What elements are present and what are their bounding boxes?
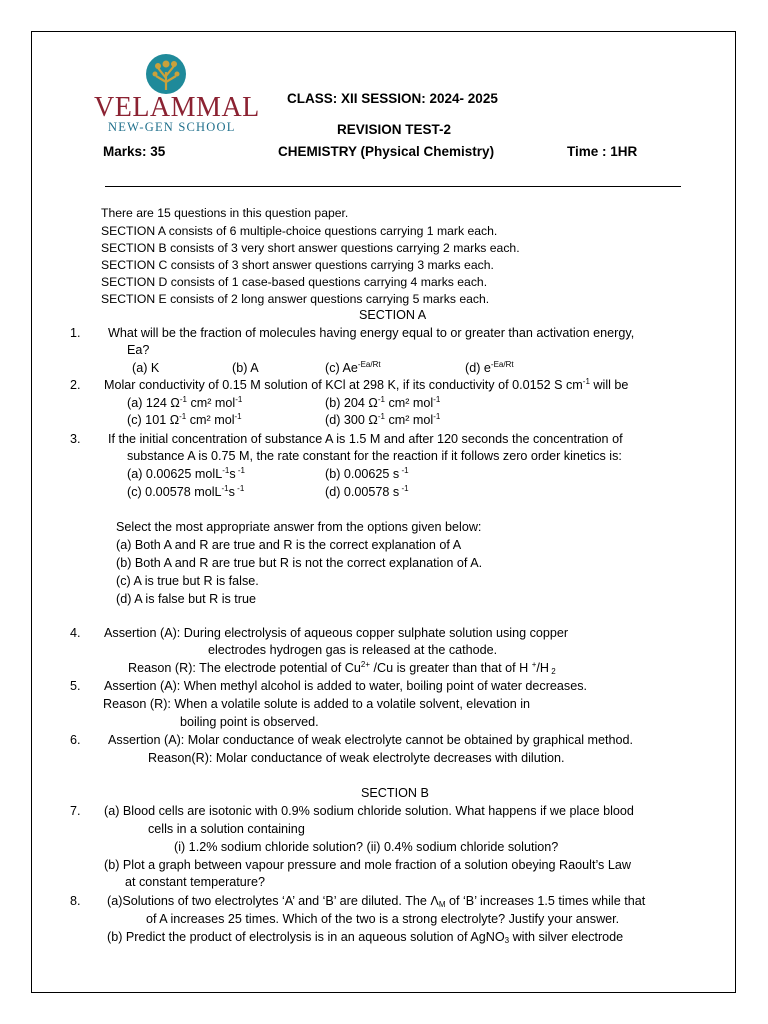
ar-option: (c) A is true but R is false. xyxy=(116,574,259,588)
school-logo-icon xyxy=(144,52,188,96)
question-text: What will be the fraction of molecules having energy equal to or greater than activation energy, xyxy=(108,326,635,340)
question-text: (a)Solutions of two electrolytes ‘A’ and ‘B’ are diluted. The $\Lambda_M$ of ‘B’ increases 1.5 times while that xyxy=(107,894,646,909)
option-c: (c) $Ae^{-Ea/Rt}$ xyxy=(325,360,381,375)
section-b-heading: SECTION B xyxy=(361,786,429,800)
option-a: (a) K xyxy=(132,361,160,375)
question-number: 8. xyxy=(70,894,81,908)
question-text: (b) Predict the product of electrolysis is in an aqueous solution of AgNO$_3$ with silver electrode xyxy=(107,930,624,945)
section-a-heading: SECTION A xyxy=(359,308,427,322)
question-text: (i) 1.2% sodium chloride solution? (ii) 0.4% sodium chloride solution? xyxy=(174,840,559,854)
reason-text: Reason (R): The electrode potential of $Cu^{2+}$ /Cu is greater than that of H +/H $_2$ xyxy=(128,660,556,676)
question-text: of A increases 25 times. Which of the two is a strong electrolyte? Justify your answer. xyxy=(146,912,620,926)
option-c: (c) 0.00578 molL$^{-1}$s $^{-1}$ xyxy=(127,484,245,499)
option-d: (d) 0.00578 s $^{-1}$ xyxy=(325,484,409,499)
instruction-line: SECTION B consists of 3 very short answer questions carrying 2 marks each. xyxy=(101,241,520,255)
question-text: cells in a solution containing xyxy=(148,822,305,836)
question-number: 6. xyxy=(70,733,81,747)
question-text: Molar conductivity of 0.15 M solution of KCl at 298 K, if its conductivity of 0.0152 S $cm^{-1}$ will be xyxy=(104,377,629,392)
assertion-text: electrodes hydrogen gas is released at the cathode. xyxy=(208,643,498,657)
instruction-line: SECTION D consists of 1 case-based questions carrying 4 marks each. xyxy=(101,275,488,289)
question-text: Ea? xyxy=(127,343,150,357)
instruction-line: SECTION A consists of 6 multiple-choice questions carrying 1 mark each. xyxy=(101,224,498,238)
reason-text: Reason (R): When a volatile solute is added to a volatile solvent, elevation in xyxy=(103,697,531,711)
instruction-line: There are 15 questions in this question paper. xyxy=(101,206,349,220)
reason-text: Reason(R): Molar conductance of weak electrolyte decreases with dilution. xyxy=(148,751,565,765)
reason-text: boiling point is observed. xyxy=(180,715,319,729)
question-number: 4. xyxy=(70,626,81,640)
ar-option: (a) Both A and R are true and R is the correct explanation of A xyxy=(116,538,462,552)
option-c: (c) 101 $\Omega^{-1}$ cm² mol$^{-1}$ xyxy=(127,412,242,427)
question-text: (a) Blood cells are isotonic with 0.9% sodium chloride solution. What happens if we place blood xyxy=(104,804,634,818)
class-session: CLASS: XII SESSION: 2024- 2025 xyxy=(287,91,498,106)
school-subtitle: NEW-GEN SCHOOL xyxy=(108,120,236,134)
ar-option: (b) Both A and R are true but R is not the correct explanation of A. xyxy=(116,556,483,570)
instruction-line: SECTION C consists of 3 short answer questions carrying 3 marks each. xyxy=(101,258,494,272)
option-d: (d) 300 $\Omega^{-1}$ cm² mol$^{-1}$ xyxy=(325,412,441,427)
assertion-text: Assertion (A): During electrolysis of aqueous copper sulphate solution using copper xyxy=(104,626,569,640)
question-number: 2. xyxy=(70,378,81,392)
question-text: at constant temperature? xyxy=(125,875,266,889)
time: Time : 1HR xyxy=(567,144,638,159)
question-number: 1. xyxy=(70,326,81,340)
question-number: 7. xyxy=(70,804,81,818)
assertion-text: Assertion (A): Molar conductance of weak electrolyte cannot be obtained by graphical method. xyxy=(108,733,634,747)
option-d: (d) $e^{-Ea/Rt}$ xyxy=(465,360,514,375)
subject: CHEMISTRY (Physical Chemistry) xyxy=(278,144,495,159)
marks: Marks: 35 xyxy=(103,144,166,159)
question-number: 5. xyxy=(70,679,81,693)
header-divider xyxy=(105,186,681,187)
question-text: substance A is 0.75 M, the rate constant for the reaction if it follows zero order kinetics is: xyxy=(127,449,622,463)
option-b: (b) 0.00625 s $^{-1}$ xyxy=(325,466,409,481)
test-name: REVISION TEST-2 xyxy=(337,122,452,137)
ar-option: (d) A is false but R is true xyxy=(116,592,256,606)
question-number: 3. xyxy=(70,432,81,446)
option-b: (b) 204 $\Omega^{-1}$ cm² mol$^{-1}$ xyxy=(325,395,441,410)
school-name: VELAMMAL xyxy=(94,92,260,123)
question-text: If the initial concentration of substance A is 1.5 M and after 120 seconds the concentration of xyxy=(108,432,623,446)
option-a: (a) 0.00625 molL$^{-1}$s $^{-1}$ xyxy=(127,466,245,481)
instruction-line: SECTION E consists of 2 long answer questions carrying 5 marks each. xyxy=(101,292,490,306)
assertion-text: Assertion (A): When methyl alcohol is added to water, boiling point of water decreases. xyxy=(104,679,588,693)
option-b: (b) A xyxy=(232,361,259,375)
ar-instruction: Select the most appropriate answer from the options given below: xyxy=(116,520,482,534)
option-a: (a) 124 $\Omega^{-1}$ cm² mol$^{-1}$ xyxy=(127,395,243,410)
question-text: (b) Plot a graph between vapour pressure and mole fraction of a solution obeying Raoult’s Law xyxy=(104,858,631,872)
